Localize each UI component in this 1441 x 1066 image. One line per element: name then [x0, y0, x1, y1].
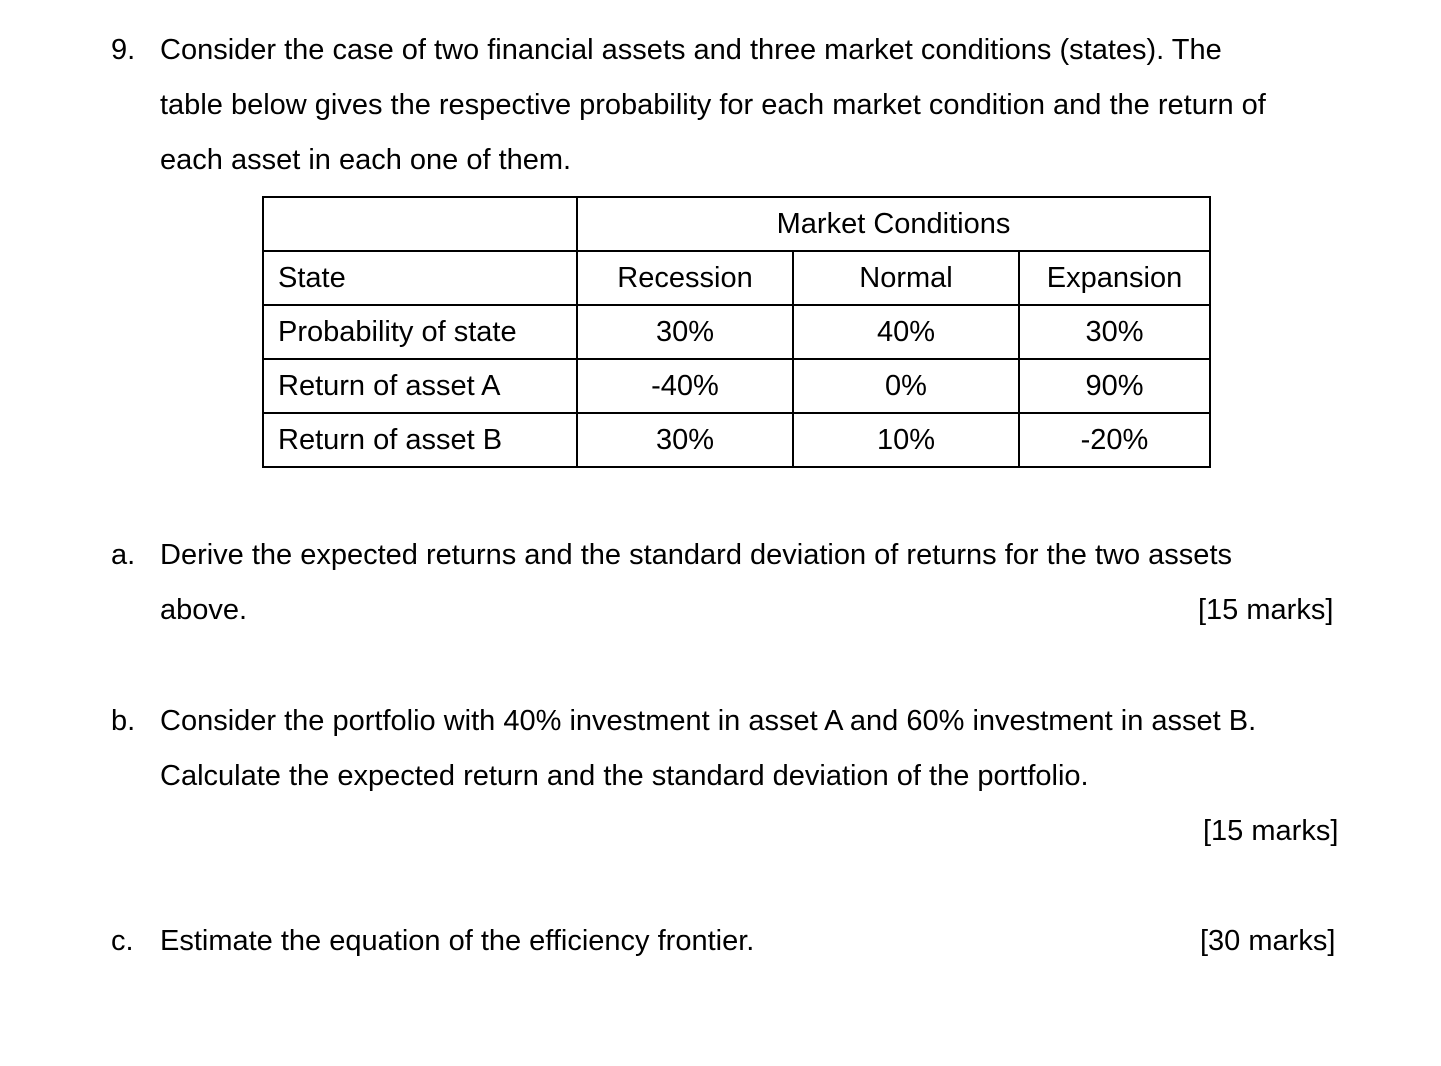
question-intro-line-1: Consider the case of two financial assets and three market conditions (states). The [160, 34, 1222, 66]
table-row [263, 359, 1210, 413]
table-cell: 30% [577, 305, 793, 359]
header-expansion: Expansion [1019, 251, 1210, 305]
table-cell: -20% [1019, 413, 1210, 467]
table-group-header-row [263, 197, 1210, 251]
question-intro-line-3: each asset in each one of them. [160, 144, 572, 176]
header-normal: Normal [793, 251, 1019, 305]
table-cell: 30% [577, 413, 793, 467]
table-cell: 0% [793, 359, 1019, 413]
row-label: Return of asset A [263, 359, 577, 413]
part-b-marks: [15 marks] [1203, 815, 1339, 847]
row-label: Probability of state [263, 305, 577, 359]
header-state: State [263, 251, 577, 305]
table-cell: 40% [793, 305, 1019, 359]
table-header-row [263, 251, 1210, 305]
table-row [263, 413, 1210, 467]
part-b-line-1: Consider the portfolio with 40% investment in asset A and 60% investment in asset B. [160, 705, 1257, 737]
part-a-label: a. [111, 539, 136, 571]
part-a-marks: [15 marks] [1198, 594, 1334, 626]
table-row [263, 305, 1210, 359]
table-cell: 30% [1019, 305, 1210, 359]
part-c-marks: [30 marks] [1200, 925, 1336, 957]
part-b-label: b. [111, 705, 136, 737]
part-c-label: c. [111, 925, 134, 957]
part-b-line-2: Calculate the expected return and the standard deviation of the portfolio. [160, 760, 1089, 792]
question-intro-line-2: table below gives the respective probability for each market condition and the return of [160, 89, 1266, 121]
row-label: Return of asset B [263, 413, 577, 467]
table-cell: -40% [577, 359, 793, 413]
table-cell: 90% [1019, 359, 1210, 413]
part-a-line-2: above. [160, 594, 248, 626]
market-conditions-header: Market Conditions [577, 197, 1210, 251]
part-a-line-1: Derive the expected returns and the standard deviation of returns for the two assets [160, 539, 1232, 571]
market-conditions-table [262, 196, 1211, 468]
part-c-line-1: Estimate the equation of the efficiency frontier. [160, 925, 755, 957]
table-cell: 10% [793, 413, 1019, 467]
header-recession: Recession [577, 251, 793, 305]
question-number: 9. [111, 34, 136, 66]
table-corner-cell [263, 197, 577, 251]
